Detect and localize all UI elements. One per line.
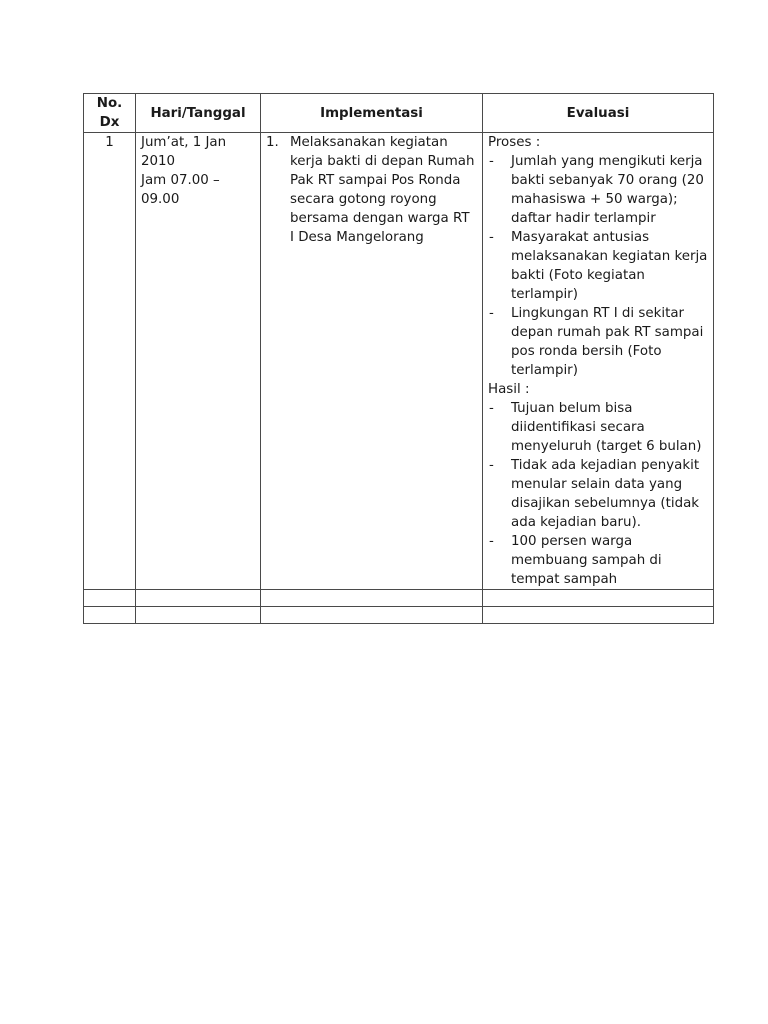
cell-no: 1 xyxy=(84,133,136,590)
header-hari-tanggal: Hari/Tanggal xyxy=(136,94,261,133)
dash-bullet: - xyxy=(489,458,494,473)
evaluation-table xyxy=(83,93,714,624)
header-no-dx: No. Dx xyxy=(84,94,136,133)
cell-implementasi xyxy=(261,133,483,590)
hasil-list xyxy=(488,399,708,589)
empty-cell xyxy=(483,590,714,607)
dash-bullet: - xyxy=(489,154,494,169)
empty-cell xyxy=(84,590,136,607)
list-item xyxy=(488,456,708,532)
list-text: Tidak ada kejadian penyakit menular selain data yang disajikan sebelumnya (tidak ada kejadian baru). xyxy=(511,458,700,530)
list-text: Masyarakat antusias melaksanakan kegiatan kerja bakti (Foto kegiatan terlampir) xyxy=(511,230,708,302)
empty-cell xyxy=(136,607,261,624)
proses-label: Proses : xyxy=(488,135,541,150)
list-text: Jumlah yang mengikuti kerja bakti sebanyak 70 orang (20 mahasiswa + 50 warga); daftar hadir terlampir xyxy=(511,154,704,226)
empty-cell xyxy=(84,607,136,624)
list-text: Lingkungan RT I di sekitar depan rumah pak RT sampai pos ronda bersih (Foto terlampir) xyxy=(511,306,704,378)
list-item xyxy=(488,228,708,304)
empty-row xyxy=(84,590,714,607)
header-evaluasi: Evaluasi xyxy=(483,94,714,133)
list-number: 1. xyxy=(266,135,279,150)
header-implementasi: Implementasi xyxy=(261,94,483,133)
hasil-label: Hasil : xyxy=(488,382,530,397)
empty-cell xyxy=(261,607,483,624)
table-row xyxy=(84,133,714,590)
proses-list xyxy=(488,152,708,380)
table-header-row xyxy=(84,94,714,133)
empty-cell xyxy=(261,590,483,607)
dash-bullet: - xyxy=(489,306,494,321)
list-item xyxy=(488,304,708,380)
list-item xyxy=(488,152,708,228)
dash-bullet: - xyxy=(489,230,494,245)
list-text: Melaksanakan kegiatan kerja bakti di depan Rumah Pak RT sampai Pos Ronda secara gotong royong bersama dengan warga RT I Desa Mangelorang xyxy=(290,135,475,245)
dash-bullet: - xyxy=(489,401,494,416)
list-item xyxy=(488,399,708,456)
cell-date xyxy=(136,133,261,590)
cell-evaluasi xyxy=(483,133,714,590)
implementasi-list xyxy=(266,133,477,247)
dash-bullet: - xyxy=(489,534,494,549)
empty-row xyxy=(84,607,714,624)
list-item xyxy=(488,532,708,589)
list-text: Tujuan belum bisa diidentifikasi secara menyeluruh (target 6 bulan) xyxy=(511,401,702,454)
empty-cell xyxy=(483,607,714,624)
time-text: Jam 07.00 – 09.00 xyxy=(141,173,220,207)
date-text: Jum’at, 1 Jan 2010 xyxy=(141,135,227,169)
list-item xyxy=(266,133,477,247)
empty-cell xyxy=(136,590,261,607)
list-text: 100 persen warga membuang sampah di tempat sampah xyxy=(511,534,662,587)
